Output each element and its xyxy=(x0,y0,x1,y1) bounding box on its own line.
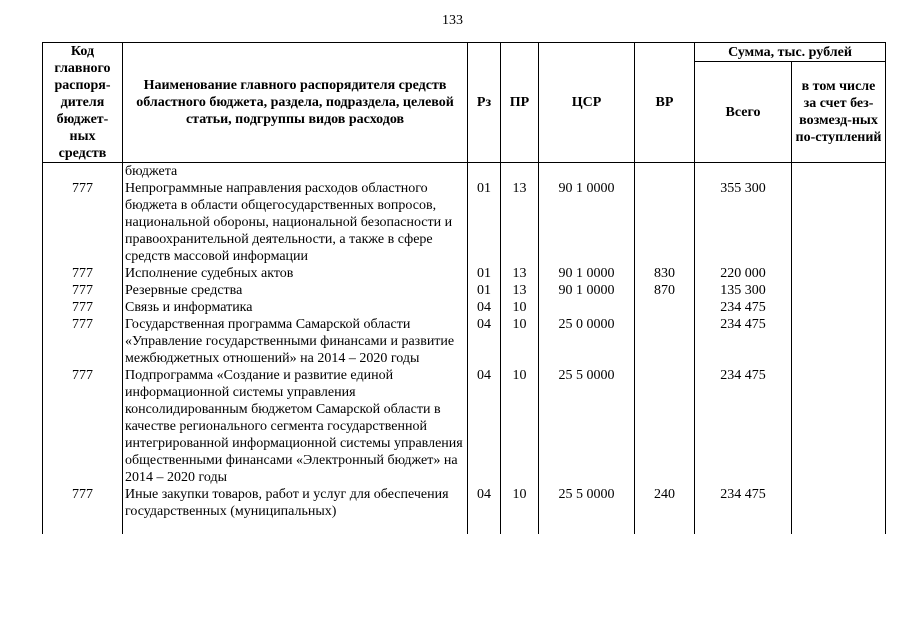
header-code: Код главного распоря-дителя бюджет-ных средств xyxy=(43,43,123,163)
cell-rz: 04 xyxy=(468,316,501,367)
cell-pr: 13 xyxy=(501,265,539,282)
header-total: Всего xyxy=(695,62,792,163)
header-name: Наименование главного распорядителя средств областного бюджета, раздела, подраздела, целевой статьи, подгруппы видов расходов xyxy=(123,43,468,163)
cell-name: Непрограммные направления расходов областного бюджета в области общегосударственных вопросов, национальной обороны, национальной безопасности и правоохранительной деятельности, а также в сфере средств массовой информации xyxy=(123,180,468,265)
cell-free xyxy=(792,180,886,265)
cell-name: Исполнение судебных актов xyxy=(123,265,468,282)
cell-csr: 90 1 0000 xyxy=(539,282,635,299)
cell-csr xyxy=(539,299,635,316)
cell-rz: 01 xyxy=(468,265,501,282)
cell-name: Иные закупки товаров, работ и услуг для обеспечения государственных (муниципальных) xyxy=(123,486,468,534)
table-row xyxy=(43,163,886,181)
cell-vr: 240 xyxy=(635,486,695,534)
cell-csr: 25 0 0000 xyxy=(539,316,635,367)
cell-vr: 830 xyxy=(635,265,695,282)
table-row xyxy=(43,299,886,316)
cell-csr xyxy=(539,163,635,181)
cell-csr: 90 1 0000 xyxy=(539,180,635,265)
table-body xyxy=(43,163,886,535)
table-row xyxy=(43,265,886,282)
cell-free xyxy=(792,486,886,534)
cell-vr xyxy=(635,316,695,367)
cell-pr: 10 xyxy=(501,486,539,534)
cell-pr: 10 xyxy=(501,316,539,367)
cell-total: 135 300 xyxy=(695,282,792,299)
cell-pr: 13 xyxy=(501,282,539,299)
cell-csr: 90 1 0000 xyxy=(539,265,635,282)
cell-pr: 10 xyxy=(501,299,539,316)
cell-rz: 01 xyxy=(468,180,501,265)
cell-pr: 13 xyxy=(501,180,539,265)
budget-table xyxy=(42,42,886,534)
cell-vr xyxy=(635,180,695,265)
header-free: в том числе за счет без-возмезд-ных по-ступлений xyxy=(792,62,886,163)
cell-free xyxy=(792,265,886,282)
cell-total: 220 000 xyxy=(695,265,792,282)
cell-name: Резервные средства xyxy=(123,282,468,299)
cell-code: 777 xyxy=(43,367,123,486)
cell-pr xyxy=(501,163,539,181)
cell-code xyxy=(43,163,123,181)
cell-vr: 870 xyxy=(635,282,695,299)
cell-name: Подпрограмма «Создание и развитие единой информационной системы управления консолидированным бюджетом Самарской области в качестве регионального сегмента государственной интегрированной информационной системы управления общественными финансами «Электронный бюджет» на 2014 – 2020 годы xyxy=(123,367,468,486)
cell-name: бюджета xyxy=(123,163,468,181)
header-rz: Рз xyxy=(468,43,501,163)
table-header xyxy=(43,43,886,163)
cell-total: 234 475 xyxy=(695,299,792,316)
cell-free xyxy=(792,163,886,181)
cell-rz: 04 xyxy=(468,486,501,534)
cell-name: Связь и информатика xyxy=(123,299,468,316)
cell-code: 777 xyxy=(43,299,123,316)
cell-code: 777 xyxy=(43,282,123,299)
cell-csr: 25 5 0000 xyxy=(539,486,635,534)
cell-rz: 04 xyxy=(468,299,501,316)
cell-rz: 04 xyxy=(468,367,501,486)
cell-total: 234 475 xyxy=(695,316,792,367)
cell-code: 777 xyxy=(43,486,123,534)
table-row xyxy=(43,316,886,367)
cell-code: 777 xyxy=(43,180,123,265)
cell-vr xyxy=(635,299,695,316)
cell-vr xyxy=(635,367,695,486)
cell-free xyxy=(792,299,886,316)
cell-vr xyxy=(635,163,695,181)
page-number: 133 xyxy=(442,13,463,28)
table-row xyxy=(43,180,886,265)
header-pr: ПР xyxy=(501,43,539,163)
cell-code: 777 xyxy=(43,265,123,282)
cell-pr: 10 xyxy=(501,367,539,486)
cell-rz: 01 xyxy=(468,282,501,299)
cell-free xyxy=(792,282,886,299)
cell-total xyxy=(695,163,792,181)
header-csr: ЦСР xyxy=(539,43,635,163)
cell-rz xyxy=(468,163,501,181)
table-row xyxy=(43,486,886,534)
cell-free xyxy=(792,367,886,486)
cell-free xyxy=(792,316,886,367)
table-row xyxy=(43,367,886,486)
cell-total: 234 475 xyxy=(695,367,792,486)
cell-csr: 25 5 0000 xyxy=(539,367,635,486)
table-row xyxy=(43,282,886,299)
cell-code: 777 xyxy=(43,316,123,367)
header-vr: ВР xyxy=(635,43,695,163)
cell-total: 355 300 xyxy=(695,180,792,265)
header-sum: Сумма, тыс. рублей xyxy=(695,43,886,62)
cell-total: 234 475 xyxy=(695,486,792,534)
cell-name: Государственная программа Самарской области «Управление государственными финансами и развитие межбюджетных отношений» на 2014 – 2020 годы xyxy=(123,316,468,367)
